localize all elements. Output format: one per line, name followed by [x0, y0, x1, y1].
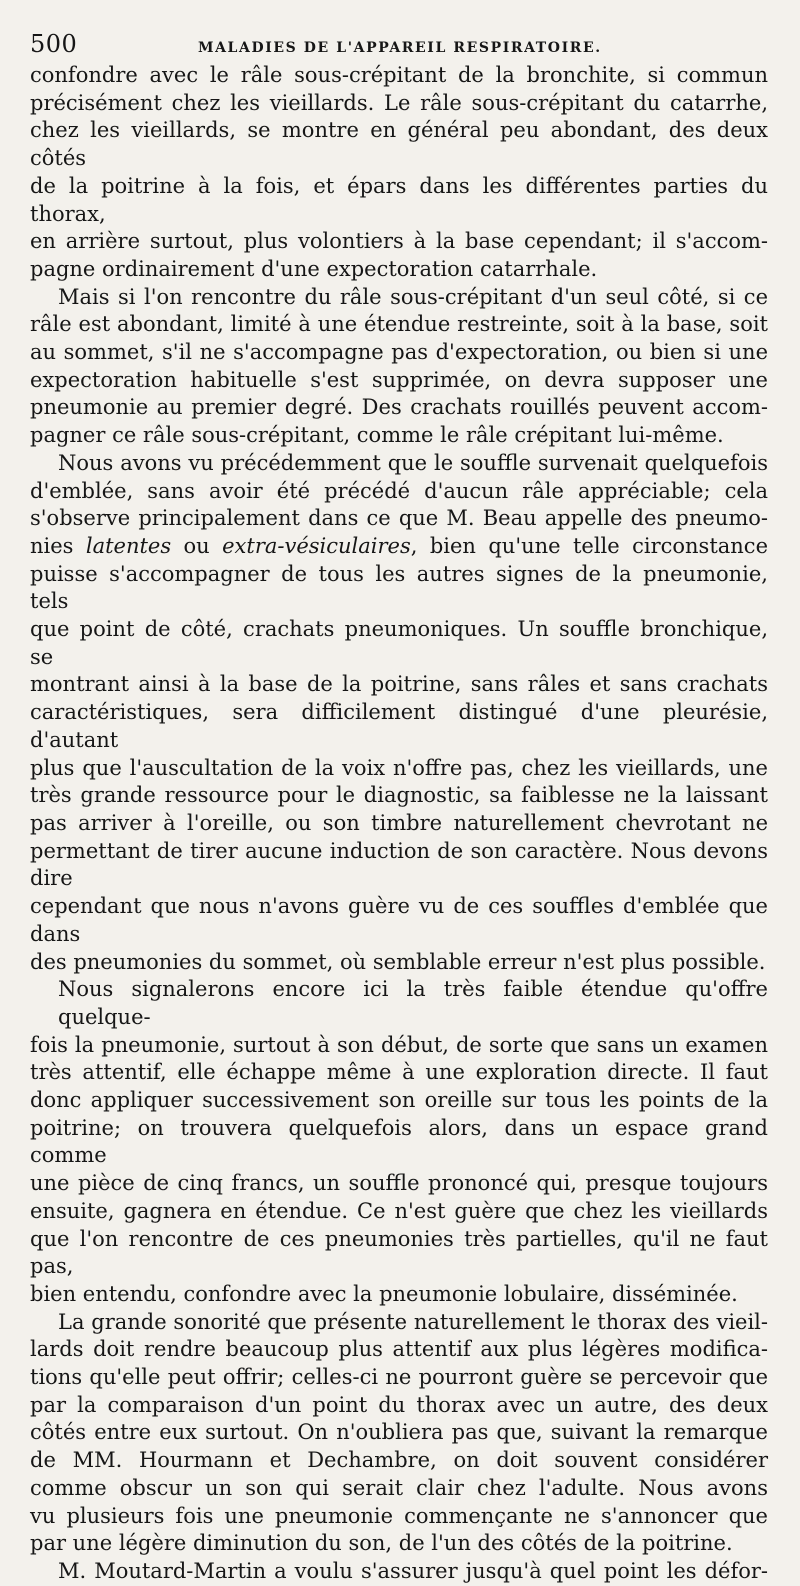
text-line: râle est abondant, limité à une étendue restreinte, soit à la base, soit — [30, 312, 768, 337]
text-line: permettant de tirer aucune induction de son caractère. Nous devons dire — [30, 838, 768, 891]
paragraph-5 — [30, 1309, 768, 1558]
text-line: La grande sonorité que présente naturellement le thorax des vieil- — [58, 1309, 768, 1334]
text-line: en arrière surtout, plus volontiers à la base cependant; il s'accom- — [30, 229, 768, 254]
text-line: que point de côté, crachats pneumoniques. Un souffle bronchique, se — [30, 617, 768, 669]
text-line: s'observe principalement dans ce que M. Beau appelle des pneumo- — [30, 506, 768, 531]
text-line: par la comparaison d'un point du thorax avec un autre, des deux — [30, 1392, 768, 1417]
text-line: poitrine; on trouvera quelquefois alors, dans un espace grand comme — [30, 1115, 768, 1168]
text-line: caractéristiques, sera difficilement distingué d'une pleurésie, d'autant — [30, 700, 768, 752]
paragraph-6 — [30, 1558, 768, 1586]
text-line: très attentif, elle échappe même à une exploration directe. Il faut — [30, 1060, 768, 1085]
paragraph-4 — [30, 976, 768, 1308]
italic-term: latentes — [85, 533, 172, 558]
text-line: cependant que nous n'avons guère vu de ces souffles d'emblée que dans — [30, 894, 768, 946]
running-head — [30, 30, 768, 60]
body-text — [30, 62, 768, 1586]
paragraph-3 — [30, 450, 768, 976]
text-line: pneumonie au premier degré. Des crachats rouillés peuvent accom- — [30, 395, 768, 420]
running-title: MALADIES DE L'APPAREIL RESPIRATOIRE. — [198, 40, 602, 56]
text-line: de la poitrine à la fois, et épars dans les différentes parties du thorax, — [30, 173, 768, 226]
paragraph-1 — [30, 62, 768, 284]
text-line: pagner ce râle sous-crépitant, comme le râle crépitant lui-même. — [30, 423, 724, 448]
italic-term: extra-vésiculaires — [222, 533, 411, 558]
text-line: tions qu'elle peut offrir; celles-ci ne pourront guère se percevoir que — [30, 1365, 768, 1390]
text-line: que l'on rencontre de ces pneumonies très partielles, qu'il ne faut pas, — [30, 1226, 768, 1279]
text-line: au sommet, s'il ne s'accompagne pas d'expectoration, ou bien si une — [30, 340, 768, 365]
page-number: 500 — [30, 30, 78, 58]
text-line: montrant ainsi à la base de la poitrine, sans râles et sans crachats — [30, 672, 768, 697]
text-line: Nous signalerons encore ici la très faible étendue qu'offre quelque- — [58, 977, 768, 1029]
text-line: Nous avons vu précédemment que le souffle survenait quelquefois — [58, 450, 768, 475]
text-line: pas arriver à l'oreille, ou son timbre naturellement chevrotant ne — [30, 810, 768, 835]
text-line: lards doit rendre beaucoup plus attentif aux plus légères modifica- — [30, 1337, 768, 1362]
text-line: pagne ordinairement d'une expectoration catarrhale. — [30, 256, 598, 281]
text-line: donc appliquer successivement son oreille sur tous les points de la — [30, 1088, 768, 1113]
text-line: de MM. Hourmann et Dechambre, on doit souvent considérer — [30, 1448, 768, 1473]
text-line: comme obscur un son qui serait clair chez l'adulte. Nous avons — [30, 1475, 768, 1500]
text-line: M. Moutard-Martin a voulu s'assurer jusqu'à quel point les défor- — [58, 1558, 768, 1583]
text-line: puisse s'accompagner de tous les autres signes de la pneumonie, tels — [30, 561, 768, 614]
text-line: d'emblée, sans avoir été précédé d'aucun râle appréciable; cela — [30, 478, 768, 503]
text-line: bien entendu, confondre avec la pneumonie lobulaire, disséminée. — [30, 1281, 738, 1306]
text-line: Mais si l'on rencontre du râle sous-crépitant d'un seul côté, si ce — [58, 284, 768, 309]
text-line: ensuite, gagnera en étendue. Ce n'est guère que chez les vieillards — [30, 1198, 768, 1223]
text-line: une pièce de cinq francs, un souffle prononcé qui, presque toujours — [30, 1171, 768, 1196]
text-run: , bien qu'une telle circonstance — [410, 533, 768, 558]
text-line: très grande ressource pour le diagnostic, sa faiblesse ne la laissant — [30, 783, 768, 808]
text-line — [30, 533, 768, 561]
text-line: chez les vieillards, se montre en général peu abondant, des deux côtés — [30, 118, 768, 171]
text-line: expectoration habituelle s'est supprimée, on devra supposer une — [30, 367, 768, 392]
text-line: des pneumonies du sommet, où semblable erreur n'est plus possible. — [30, 949, 766, 974]
text-line: précisément chez les vieillards. Le râle sous-crépitant du catarrhe, — [30, 90, 768, 115]
text-line: plus que l'auscultation de la voix n'offre pas, chez les vieillards, une — [30, 755, 768, 780]
text-line: vu plusieurs fois une pneumonie commençante ne s'annoncer que — [30, 1503, 768, 1528]
paragraph-2 — [30, 284, 768, 450]
text-line: confondre avec le râle sous-crépitant de la bronchite, si commun — [30, 63, 768, 87]
text-run: nies — [30, 533, 86, 558]
text-run: ou — [171, 533, 223, 558]
text-line: par une légère diminution du son, de l'un des côtés de la poitrine. — [30, 1531, 733, 1556]
text-line: côtés entre eux surtout. On n'oubliera pas que, suivant la remarque — [30, 1420, 768, 1445]
text-line: fois la pneumonie, surtout à son début, de sorte que sans un examen — [30, 1032, 768, 1057]
